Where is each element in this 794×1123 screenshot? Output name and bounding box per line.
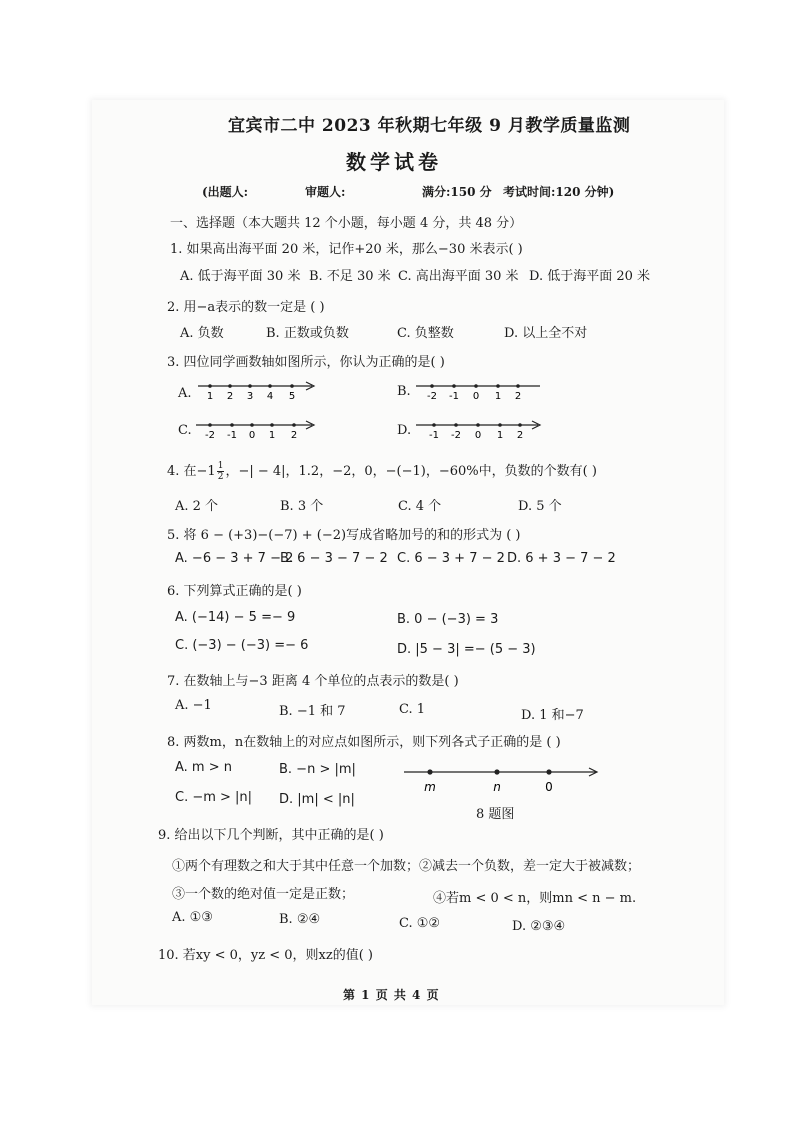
axis-c-tick-1: -2 xyxy=(205,430,215,441)
q9-option-d: D. ②③④ xyxy=(512,919,566,934)
setter-label: (出题人: xyxy=(202,185,249,199)
full-score: 满分:150 分 xyxy=(422,185,492,199)
q9-statement-4: ④若m < 0 < n，则mn < n − m. xyxy=(433,891,637,906)
section-heading: 一、选择题（本大题共 12 个小题，每小题 4 分，共 48 分） xyxy=(170,216,523,231)
page-footer: 第 1 页 共 4 页 xyxy=(343,988,440,1002)
question-10: 10. 若xy < 0，yz < 0，则xz的值( ) xyxy=(158,948,373,963)
axis-d-tick-4: 1 xyxy=(496,430,504,441)
q5-option-b: B. 6 − 3 − 7 − 2 xyxy=(280,551,388,566)
q3-option-c: C. xyxy=(178,423,192,438)
question-8: 8. 两数m，n在数轴上的对应点如图所示，则下列各式子正确的是 ( ) xyxy=(167,735,561,750)
q4-stem-end: ，−| − 4|，1.2，−2，0，−(−1)，−60%中，负数的个数有( ) xyxy=(225,464,597,479)
q3-option-a: A. xyxy=(178,386,192,401)
q4-option-d: D. 5 个 xyxy=(518,499,562,514)
q2-option-c: C. 负整数 xyxy=(397,326,454,341)
q9-statements-1-2: ①两个有理数之和大于其中任意一个加数；②减去一个负数，差一定大于被减数； xyxy=(172,859,641,874)
q1-option-a: A. 低于海平面 30 米 xyxy=(180,269,301,284)
q9-option-a: A. ①③ xyxy=(172,910,213,925)
question-6: 6. 下列算式正确的是( ) xyxy=(167,584,302,599)
q6-option-d: D. |5 − 3| =− (5 − 3) xyxy=(397,642,536,657)
q2-option-b: B. 正数或负数 xyxy=(266,326,349,341)
q1-option-d: D. 低于海平面 20 米 xyxy=(529,269,651,284)
q4-fraction-numerator: 1 xyxy=(217,461,224,471)
axis-c-tick-4: 1 xyxy=(268,430,276,441)
q6-option-c: C. (−3) − (−3) =− 6 xyxy=(175,638,309,653)
axis-c-tick-2: -1 xyxy=(227,430,237,441)
q3-axis-c xyxy=(194,417,318,441)
q4-fraction xyxy=(217,461,225,482)
axis-d-tick-5: 2 xyxy=(516,430,524,441)
q7-option-b: B. −1 和 7 xyxy=(279,704,346,719)
axis-b-tick-3: 0 xyxy=(472,391,480,402)
q3-axis-b xyxy=(414,378,544,402)
q3-axis-d xyxy=(414,417,544,441)
q8-figure-caption: 8 题图 xyxy=(476,807,515,822)
q3-option-b: B. xyxy=(397,384,411,399)
axis-b-tick-4: 1 xyxy=(494,391,502,402)
question-9: 9. 给出以下几个判断，其中正确的是( ) xyxy=(158,828,384,843)
question-4 xyxy=(167,460,597,482)
axis-a-tick-4: 4 xyxy=(266,391,274,402)
q2-option-a: A. 负数 xyxy=(180,326,224,341)
axis-a-tick-1: 1 xyxy=(206,391,214,402)
question-1: 1. 如果高出海平面 20 米，记作+20 米，那么−30 米表示( ) xyxy=(170,242,523,257)
q7-option-d: D. 1 和−7 xyxy=(521,708,584,723)
q8-axis-label-zero: 0 xyxy=(545,780,553,794)
q8-number-line xyxy=(400,764,604,796)
q1-option-c: C. 高出海平面 30 米 xyxy=(398,269,519,284)
axis-a-tick-5: 5 xyxy=(288,391,296,402)
axis-b-tick-2: -1 xyxy=(449,391,459,402)
q1-option-b: B. 不足 30 米 xyxy=(309,269,391,284)
exam-time: 考试时间:120 分钟) xyxy=(503,185,615,199)
q2-option-d: D. 以上全不对 xyxy=(504,326,588,341)
q5-option-c: C. 6 − 3 + 7 − 2 xyxy=(397,551,505,566)
reviewer-label: 审题人: xyxy=(305,185,346,199)
q9-option-b: B. ②④ xyxy=(279,912,321,927)
q5-option-a: A. −6 − 3 + 7 − 2 xyxy=(175,551,294,566)
q7-option-c: C. 1 xyxy=(399,702,426,717)
q9-option-c: C. ①② xyxy=(399,916,441,931)
q4-option-b: B. 3 个 xyxy=(280,499,324,514)
axis-a-tick-3: 3 xyxy=(246,391,254,402)
q6-option-a: A. (−14) − 5 =− 9 xyxy=(175,610,296,625)
question-2: 2. 用−a表示的数一定是 ( ) xyxy=(167,300,325,315)
q8-option-a: A. m > n xyxy=(175,760,232,775)
exam-title: 宜宾市二中 2023 年秋期七年级 9 月教学质量监测 xyxy=(228,116,631,136)
axis-c-tick-3: 0 xyxy=(248,430,256,441)
question-3: 3. 四位同学画数轴如图所示，你认为正确的是( ) xyxy=(167,355,445,370)
q8-option-b: B. −n > |m| xyxy=(279,762,356,777)
q4-option-c: C. 4 个 xyxy=(398,499,442,514)
axis-c-tick-5: 2 xyxy=(290,430,298,441)
q9-statement-3: ③一个数的绝对值一定是正数； xyxy=(172,887,355,902)
q4-option-a: A. 2 个 xyxy=(175,499,219,514)
q3-axis-a xyxy=(196,378,320,402)
q8-axis-label-m: m xyxy=(424,780,436,794)
axis-d-tick-2: -2 xyxy=(451,430,461,441)
q8-option-d: D. |m| < |n| xyxy=(279,792,355,807)
q5-option-d: D. 6 + 3 − 7 − 2 xyxy=(507,551,616,566)
q6-option-b: B. 0 − (−3) = 3 xyxy=(397,612,499,627)
q8-option-c: C. −m > |n| xyxy=(175,790,253,805)
question-5: 5. 将 6 − (+3)−(−7) + (−2)写成省略加号的和的形式为 ( ) xyxy=(167,528,521,543)
q8-axis-label-n: n xyxy=(493,780,501,794)
axis-a-tick-2: 2 xyxy=(226,391,234,402)
q3-option-d: D. xyxy=(397,423,412,438)
exam-subtitle: 数学试卷 xyxy=(346,150,442,174)
q4-fraction-denominator: 2 xyxy=(217,472,224,482)
question-7: 7. 在数轴上与−3 距离 4 个单位的点表示的数是( ) xyxy=(167,674,459,689)
q7-option-a: A. −1 xyxy=(175,698,212,713)
axis-d-tick-1: -1 xyxy=(429,430,439,441)
q4-stem-start: 4. 在−1 xyxy=(167,464,216,479)
axis-b-tick-5: 2 xyxy=(514,391,522,402)
axis-b-tick-1: -2 xyxy=(427,391,437,402)
axis-d-tick-3: 0 xyxy=(474,430,482,441)
